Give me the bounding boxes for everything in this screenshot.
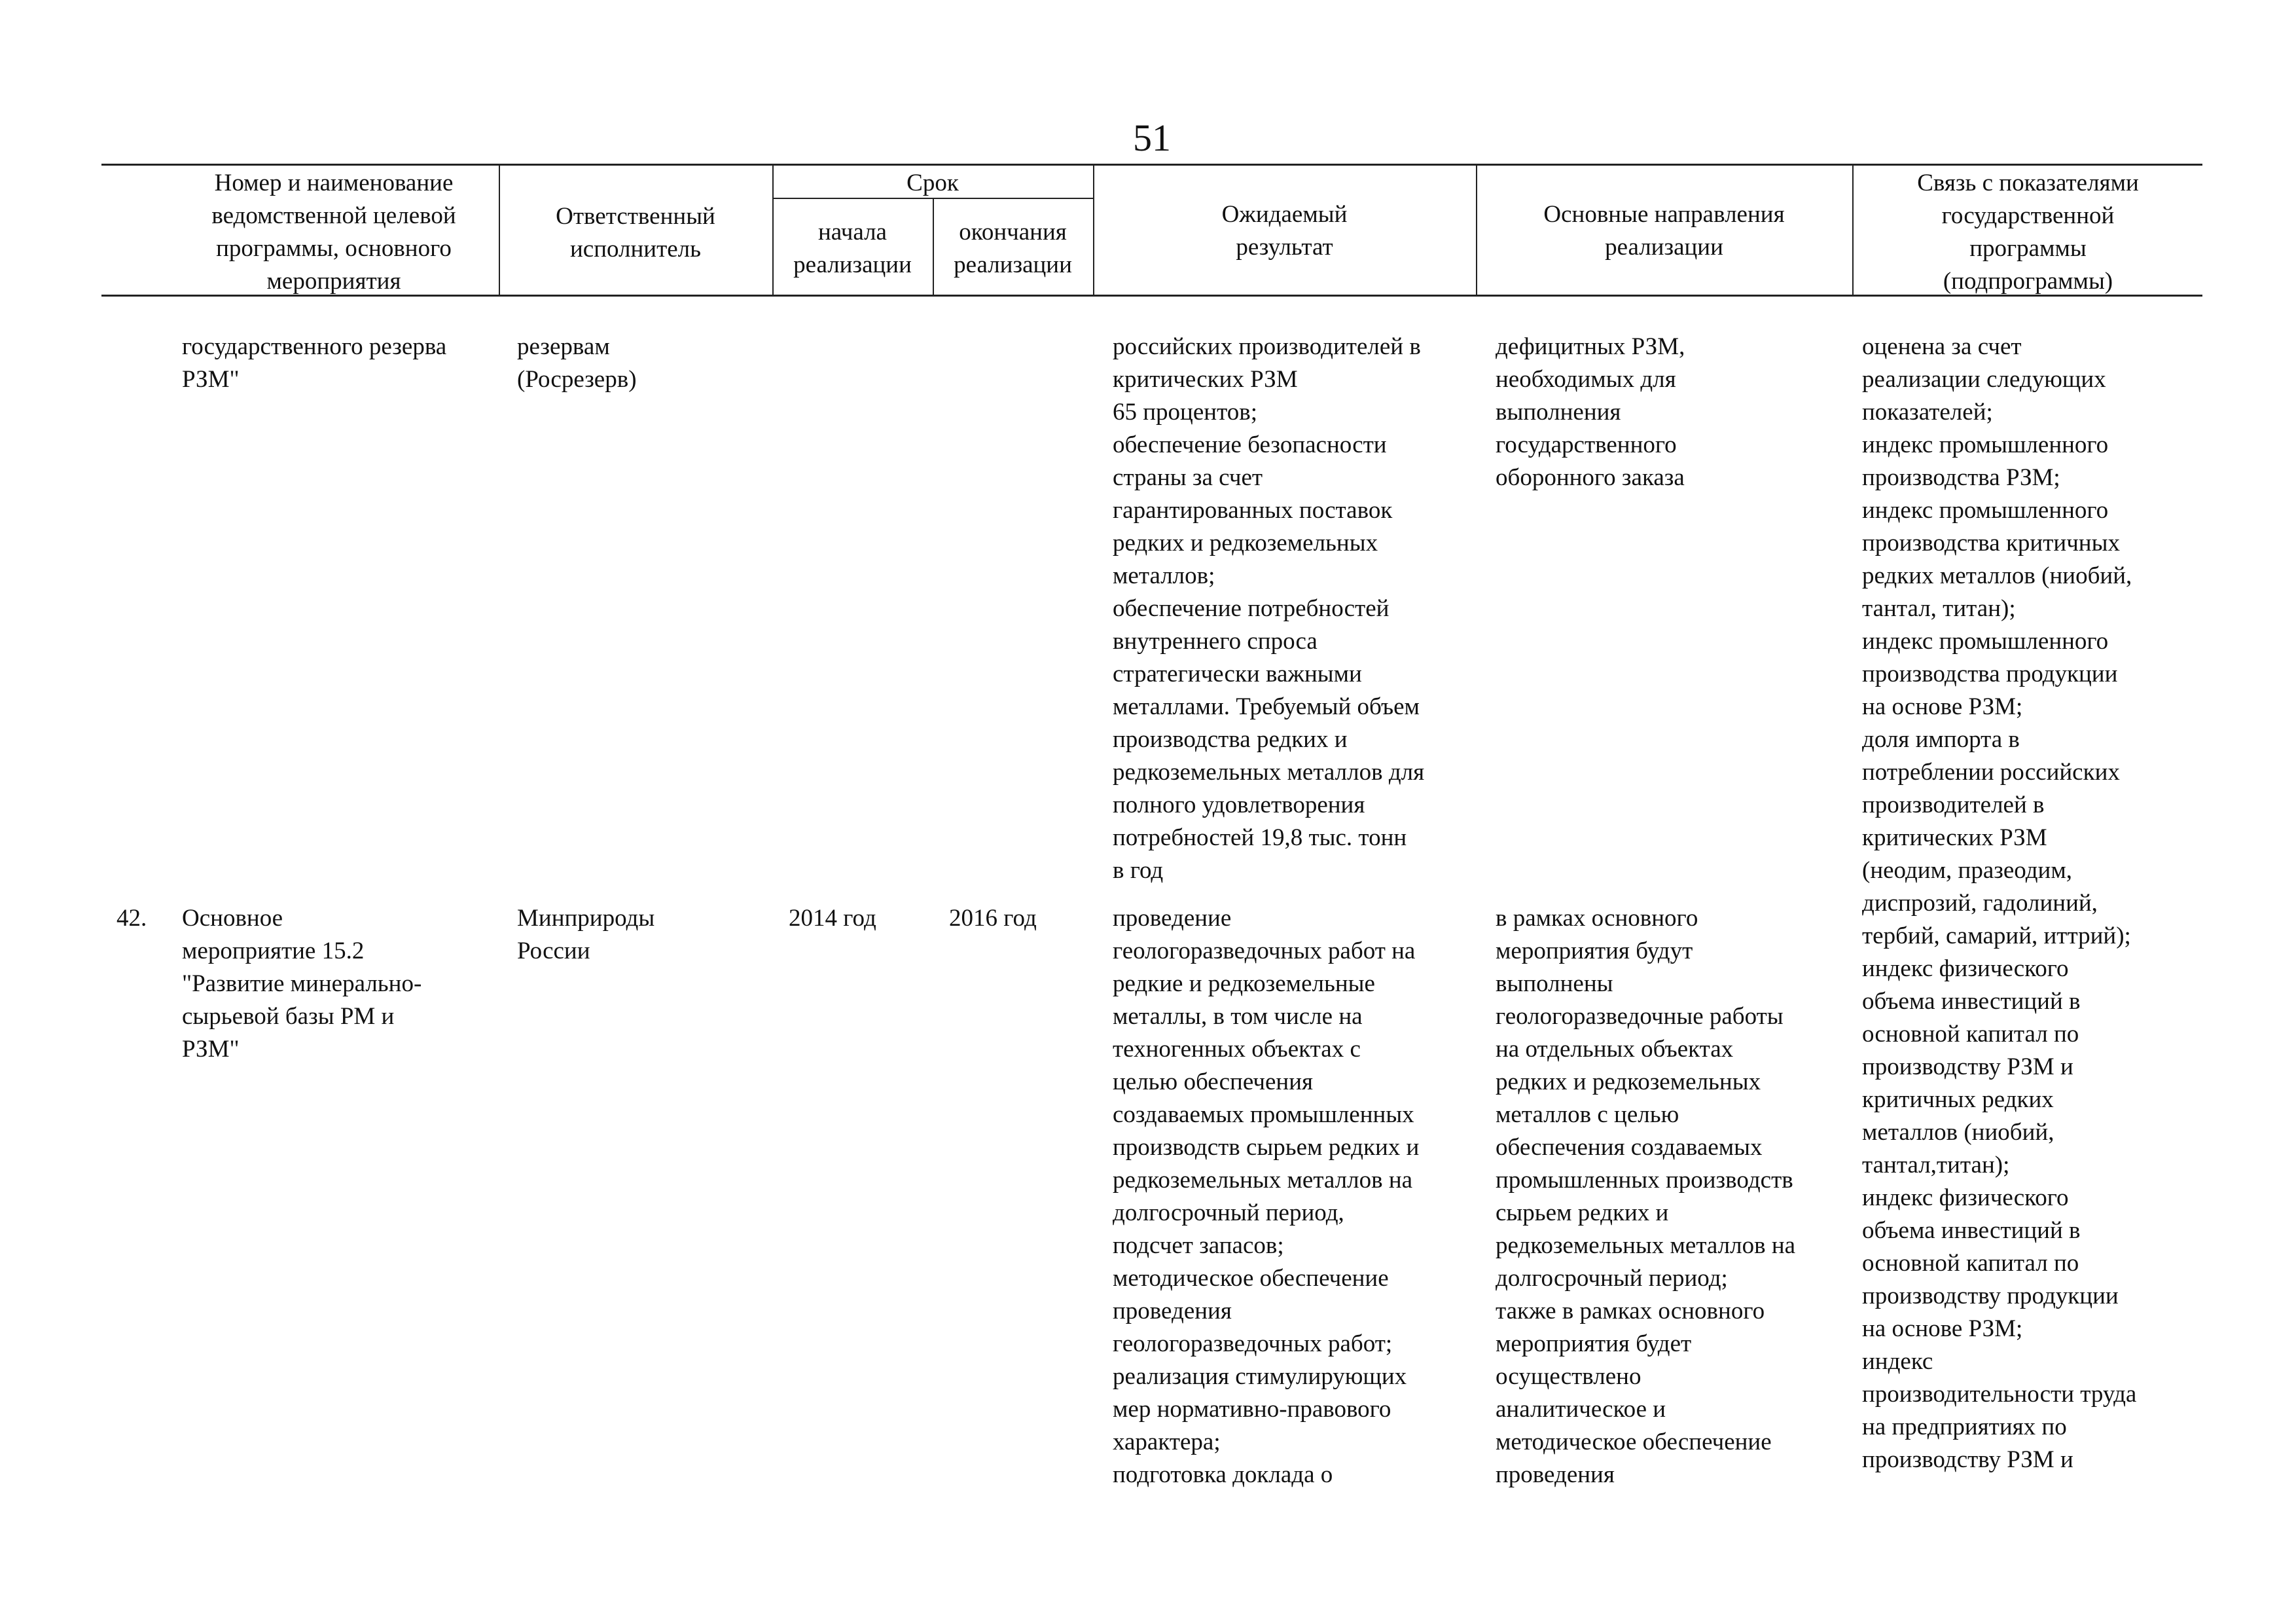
header-main-directions: Основные направления реализации: [1543, 201, 1785, 261]
row-main-directions: в рамках основного мероприятия будут выполнены геологоразведочные работы на отдельных объектах редких и редкоземельных металлов с целью обеспечения создаваемых промышленных производств сырьем редких и редкоземельных металлов на долгосрочный период; также в рамках основного мероприятия будет осуществлено аналитическое и методическое обеспечение проведения: [1496, 905, 1796, 1488]
continued-executor: резервам (Росрезерв): [517, 333, 637, 393]
header-term-end: окончания реализации: [954, 219, 1072, 278]
page-number: 51: [1133, 117, 1171, 159]
continued-program-name: государственного резерва РЗМ": [182, 333, 447, 393]
header-top-rule: [101, 164, 2202, 166]
row-end-date: 2016 год: [949, 905, 1037, 932]
row-start-date: 2014 год: [789, 905, 876, 932]
header-program-name: Номер и наименование ведомственной целевой программы, основного мероприятия: [211, 170, 456, 295]
header-executor: Ответственный исполнитель: [556, 203, 715, 263]
header-indicators-link: Связь с показателями государственной программы (подпрограммы): [1917, 170, 2139, 295]
row-executor: Минприроды России: [517, 905, 655, 964]
header-term-start: начала реализации: [793, 219, 912, 278]
header-expected-result: Ожидаемый результат: [1221, 201, 1348, 261]
continued-expected-result: российских производителей в критических РЗМ 65 процентов; обеспечение безопасности страны за счет гарантированных поставок редких и редкоземельных металлов; обеспечение потребностей внутреннего спроса стратегически важными металлами. Требуемый объем производства редких и редкоземельных металлов для полного удовлетворения потребностей 19,8 тыс. тонн в год: [1113, 333, 1425, 884]
continued-main-directions: дефицитных РЗМ, необходимых для выполнения государственного оборонного заказа: [1496, 333, 1685, 491]
indicators-text: оценена за счет реализации следующих показателей; индекс промышленного производства РЗМ; индекс промышленного производства критичных редких металлов (ниобий, тантал, титан); индекс промышленного производства продукции на основе РЗМ; доля импорта в потреблении российских производителей в критических РЗМ (неодим, празеодим, диспрозий, гадолиний, тербий, самарий, иттрий); индекс физического объема инвестиций в основной капитал по производству РЗМ и критичных редких металлов (ниобий, тантал,титан); индекс физического объема инвестиций в основной капитал по производству продукции на основе РЗМ; индекс производительности труда на предприятиях по производству РЗМ и: [1862, 333, 2137, 1473]
row-program-name: Основное мероприятие 15.2 "Развитие минерально- сырьевой базы РМ и РЗМ": [182, 905, 422, 1063]
header-term: Срок: [906, 170, 959, 196]
row-expected-result: проведение геологоразведочных работ на редкие и редкоземельные металлы, в том числе на техногенных объектах с целью обеспечения создаваемых промышленных производств сырьем редких и редкоземельных металлов на долгосрочный период, подсчет запасов; методическое обеспечение проведения геологоразведочных работ; реализация стимулирующих мер нормативно-правового характера; подготовка доклада о: [1113, 905, 1420, 1488]
row-number: 42.: [117, 905, 147, 932]
